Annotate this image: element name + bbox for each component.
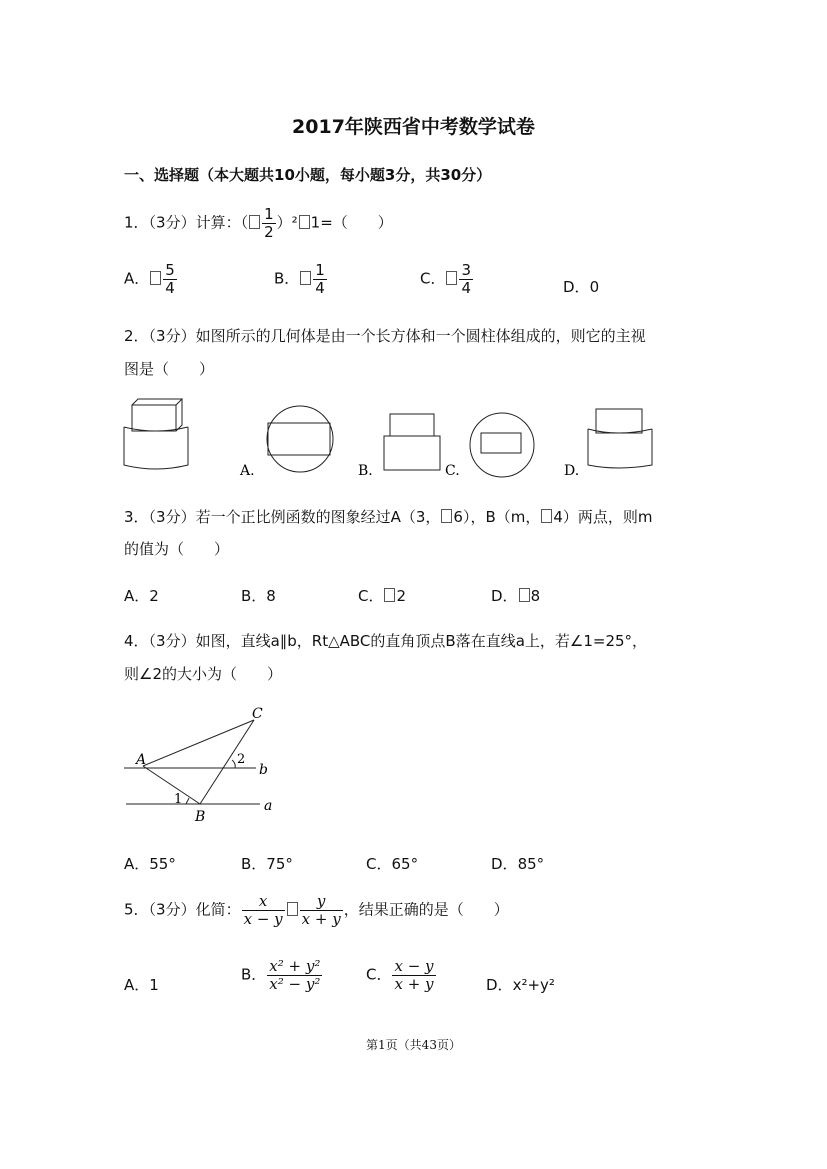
option-text: 2	[149, 587, 159, 605]
frac-den: 4	[461, 278, 472, 297]
q3-option-a[interactable]	[124, 585, 159, 606]
q1-suffix: ）²	[276, 213, 298, 232]
question-5	[124, 893, 509, 927]
q1-frac-num: 1	[264, 205, 274, 223]
question-2-line2: 图是（ ）	[124, 360, 215, 378]
option-text: 55°	[149, 855, 176, 873]
q3-option-c[interactable]	[358, 585, 406, 606]
minus-glyph	[446, 271, 457, 285]
option-text: 8	[530, 587, 541, 605]
option-text: 85°	[517, 855, 545, 873]
segment-bc	[200, 720, 254, 804]
frac-num: 1	[315, 261, 325, 279]
option-label: B．	[241, 855, 267, 873]
q2-option-a-figure[interactable]	[267, 406, 333, 472]
q4-option-a[interactable]	[124, 853, 176, 874]
section-heading: 一、选择题（本大题共10小题，每小题3分，共30分）	[124, 166, 492, 184]
page-title: 2017年陕西省中考数学试卷	[292, 116, 535, 138]
option-label: A．	[124, 587, 150, 605]
question-4-line2: 则∠2的大小为（ ）	[124, 665, 282, 683]
label-line-a: a	[264, 798, 273, 814]
q2-option-d-figure[interactable]	[588, 409, 652, 468]
question-2-line1: 2．（3分）如图所示的几何体是由一个长方体和一个圆柱体组成的，则它的主视	[124, 327, 646, 345]
option-text: 8	[266, 587, 276, 605]
q5-option-c[interactable]	[366, 958, 437, 992]
q1-option-d[interactable]	[563, 276, 599, 297]
q3-text-b: 6），B（m，	[453, 508, 541, 526]
q5-option-a[interactable]	[124, 974, 159, 995]
q3-option-d[interactable]	[491, 585, 540, 606]
q5-fraction-2	[300, 893, 343, 927]
q5-prefix: 5．（3分）化简：	[124, 900, 241, 919]
label-angle-2: 2	[237, 752, 246, 767]
option-text: 0	[589, 278, 600, 296]
option-text: 65°	[391, 855, 419, 873]
option-label: D．	[486, 976, 513, 994]
option-label: C．	[366, 855, 392, 873]
q2-option-b-label: B.	[358, 463, 373, 479]
minus-glyph	[287, 902, 298, 916]
q2-option-c-figure[interactable]	[470, 413, 534, 477]
option-fraction	[267, 958, 322, 992]
option-label: B．	[241, 587, 267, 605]
option-fraction	[392, 958, 435, 992]
minus-glyph	[519, 588, 530, 602]
label-angle-1: 1	[174, 792, 183, 807]
minus-glyph	[541, 509, 552, 523]
frac-den: x − y	[243, 909, 283, 928]
q5-fraction-1	[242, 893, 285, 927]
q3-text-c: 4）两点，则m	[553, 508, 653, 526]
label-line-b: b	[259, 762, 268, 778]
q5-suffix: ，结果正确的是（ ）	[343, 900, 509, 919]
label-b-point: B	[195, 809, 206, 825]
frac-num: 5	[165, 261, 175, 279]
option-label: D．	[491, 855, 518, 873]
q1-option-b[interactable]	[274, 262, 328, 296]
q4-option-d[interactable]	[491, 853, 544, 874]
q1-option-c[interactable]	[420, 262, 474, 296]
question-1	[124, 206, 393, 240]
q2-figures	[118, 395, 678, 480]
q3-text-a: 3．（3分）若一个正比例函数的图象经过A（3，	[124, 508, 441, 526]
frac-den: 4	[315, 278, 325, 297]
q5-option-b[interactable]	[241, 958, 323, 992]
option-label: C．	[366, 965, 392, 984]
q4-option-b[interactable]	[241, 853, 293, 874]
option-fraction	[163, 262, 177, 296]
option-label: D．	[491, 587, 518, 605]
frac-num: y	[316, 892, 326, 910]
option-text: 2	[396, 587, 407, 605]
q1-fraction	[262, 206, 276, 240]
question-3-line1	[124, 506, 653, 527]
frac-num: x − y	[394, 957, 434, 975]
option-label: A．	[124, 855, 150, 873]
q1-prefix: 1．（3分）计算：（	[124, 213, 249, 232]
minus-glyph	[249, 215, 260, 229]
q2-option-c-label: C.	[445, 463, 460, 479]
q4-option-c[interactable]	[366, 853, 418, 874]
frac-den: x + y	[301, 909, 341, 928]
option-text: x²+y²	[512, 976, 555, 994]
q1-tail: 1=（ ）	[310, 213, 393, 232]
question-3-line2: 的值为（ ）	[124, 540, 230, 558]
minus-glyph	[441, 509, 452, 523]
q3-option-b[interactable]	[241, 585, 276, 606]
minus-glyph	[299, 215, 310, 229]
question-4-line1: 4．（3分）如图，直线a∥b，Rt△ABC的直角顶点B落在直线a上，若∠1=25°，	[124, 632, 648, 650]
frac-num: x	[258, 892, 268, 910]
minus-glyph	[300, 271, 311, 285]
q5-option-d[interactable]	[486, 974, 555, 995]
q2-solid-figure	[124, 399, 188, 469]
option-label: A．	[124, 976, 150, 994]
angle-2-mark	[232, 760, 235, 768]
option-fraction	[459, 262, 473, 296]
q2-option-b-figure[interactable]	[384, 414, 440, 470]
q4-geometry-figure	[118, 700, 288, 828]
q2-option-d-label: D.	[564, 463, 580, 479]
label-c: C	[252, 706, 263, 722]
frac-den: x² − y²	[269, 974, 321, 993]
segment-ab	[143, 766, 200, 804]
q1-option-a[interactable]	[124, 262, 178, 296]
minus-glyph	[384, 588, 395, 602]
option-text: 75°	[266, 855, 293, 873]
q1-frac-den: 2	[264, 222, 274, 241]
option-fraction	[313, 262, 327, 296]
frac-den: 4	[165, 278, 175, 297]
option-text: 1	[149, 976, 159, 994]
page-footer: 第1页（共43页）	[366, 1038, 461, 1052]
frac-num: 3	[461, 261, 472, 279]
label-a-point: A	[136, 752, 147, 768]
minus-glyph	[150, 271, 161, 285]
q2-option-a-label: A.	[240, 463, 255, 479]
option-label: D．	[563, 278, 590, 296]
option-label: B．	[274, 269, 300, 288]
option-label: C．	[420, 269, 446, 288]
angle-1-mark	[186, 798, 189, 804]
option-label: B．	[241, 965, 267, 984]
option-label: C．	[358, 587, 384, 605]
frac-den: x + y	[394, 974, 434, 993]
frac-num: x² + y²	[269, 957, 321, 975]
option-label: A．	[124, 269, 150, 288]
